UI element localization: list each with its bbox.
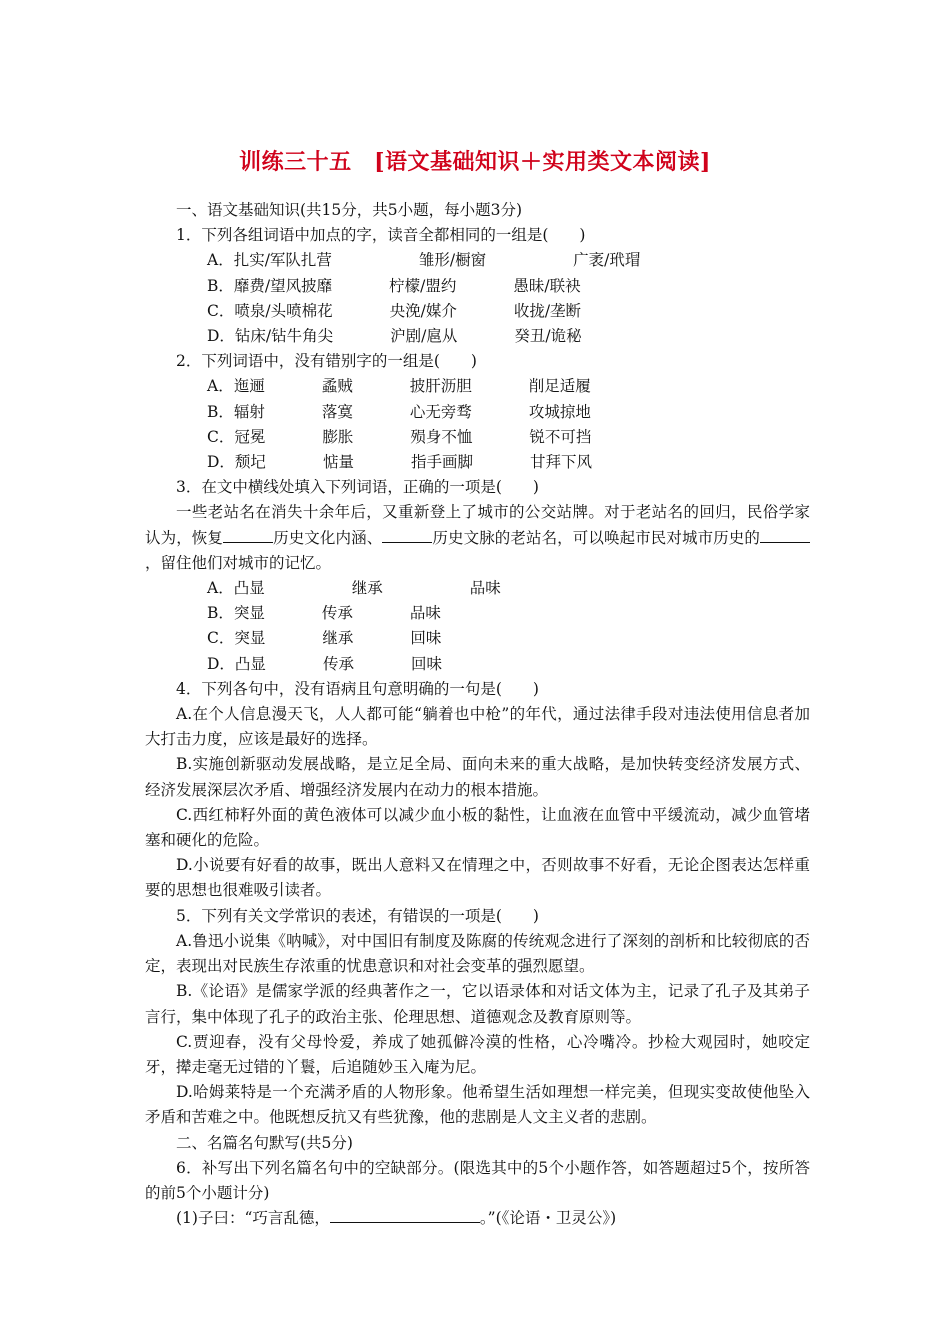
- blank-2: [382, 527, 432, 543]
- question-1-option-d: D．钻床/钻牛角尖 沪剧/扈从 癸丑/诡秘: [207, 327, 582, 346]
- question-3-option-c: C．突显 继承 回味: [207, 629, 442, 648]
- question-1-option-a: A．扎实/军队扎营 雏形/橱窗 广袤/玳瑁: [207, 251, 641, 270]
- question-2-option-a: A．迤逦 蟊贼 披肝沥胆 削足适履: [207, 377, 591, 396]
- question-2-option-d: D．颓圮 惦量 指手画脚 甘拜下风: [207, 453, 592, 472]
- question-3-option-b: B．突显 传承 品味: [207, 604, 441, 623]
- question-4-option-c: C.西红柿籽外面的黄色液体可以减少血小板的黏性，让血液在血管中平缓流动，减少血管堵塞和硬化的危险。: [145, 805, 810, 850]
- question-2-stem: 2．下列词语中，没有错别字的一组是( ): [176, 352, 477, 371]
- document-body: [145, 198, 810, 1231]
- section-heading-2: 二、名篇名句默写(共5分): [176, 1133, 353, 1152]
- section-heading-1: 一、语文基础知识(共15分，共5小题，每小题3分): [176, 201, 523, 219]
- question-5-option-a: A.鲁迅小说集《呐喊》，对中国旧有制度及陈腐的传统观念进行了深刻的剖析和比较彻底的否定，表现出对民族生存浓重的忧患意识和对社会变革的强烈愿望。: [145, 931, 810, 976]
- page-title: 训练三十五 [语文基础知识＋实用类文本阅读]: [239, 149, 711, 175]
- question-4-option-d: D.小说要有好看的故事，既出人意料又在情理之中，否则故事不好看，无论企图表达怎样重要的思想也很难吸引读者。: [145, 856, 810, 900]
- question-5-option-b: B.《论语》是儒家学派的经典著作之一，它以语录体和对话文体为主，记录了孔子及其弟子言行，集中体现了孔子的政治主张、伦理思想、道德观念及教育原则等。: [145, 982, 810, 1026]
- answer-blank: [330, 1207, 480, 1223]
- blank-3: [760, 527, 810, 543]
- question-4-stem: 4．下列各句中，没有语病且句意明确的一句是( ): [176, 679, 539, 698]
- question-3-option-a: A．凸显 继承 品味: [207, 579, 501, 598]
- question-3-stem: 3．在文中横线处填入下列词语，正确的一项是( ): [176, 478, 539, 497]
- question-6-stem: 6．补写出下列名篇名句中的空缺部分。(限选其中的5个小题作答，如答题超过5个，按所答的前5个小题计分): [145, 1158, 810, 1202]
- question-4-option-b: B.实施创新驱动发展战略，是立足全局、面向未来的重大战略，是加快转变经济发展方式、经济发展深层次矛盾、增强经济发展内在动力的根本措施。: [145, 755, 810, 799]
- blank-1: [223, 527, 273, 543]
- question-5-stem: 5．下列有关文学常识的表述，有错误的一项是( ): [176, 906, 539, 925]
- question-1-stem: 1．下列各组词语中加点的字，读音全都相同的一组是( ): [176, 226, 586, 245]
- question-3-option-d: D．凸显 传承 回味: [207, 654, 442, 673]
- question-4-option-a: A.在个人信息漫天飞，人人都可能“躺着也中枪”的年代，通过法律手段对违法使用信息者加大打击力度，应该是最好的选择。: [145, 705, 810, 749]
- question-3-passage: 一些老站名在消失十余年后，又重新登上了城市的公交站牌。对于老站名的回归，民俗学家认为，恢复 历史文化内涵、 历史文脉的老站名，可以唤起市民对城市历史的，留住他们对城市的记忆。: [145, 503, 810, 572]
- question-5-option-d: D.哈姆莱特是一个充满矛盾的人物形象。他希望生活如理想一样完美，但现实变故使他坠入矛盾和苦难之中。他既想反抗又有些犹豫，他的悲剧是人文主义者的悲剧。: [145, 1083, 810, 1127]
- question-2-option-c: C．冠冕 膨胀 殒身不恤 锐不可挡: [207, 427, 592, 446]
- question-1-option-c: C．喷泉/头喷棉花 央浼/媒介 收拢/垄断: [207, 301, 582, 320]
- question-6-item-1: (1)子曰：“巧言乱德， 。”(《论语・卫灵公》): [176, 1209, 617, 1228]
- question-5-option-c: C.贾迎春，没有父母怜爱，养成了她孤僻冷漠的性格，心冷嘴冷。抄检大观园时，她咬定牙，撵走毫无过错的丫鬟，后追随妙玉入庵为尼。: [145, 1032, 810, 1076]
- question-1-option-b: B．靡费/望风披靡 柠檬/盟约 愚昧/联袂: [207, 276, 581, 295]
- question-2-option-b: B．辐射 落寞 心无旁骛 攻城掠地: [207, 402, 591, 421]
